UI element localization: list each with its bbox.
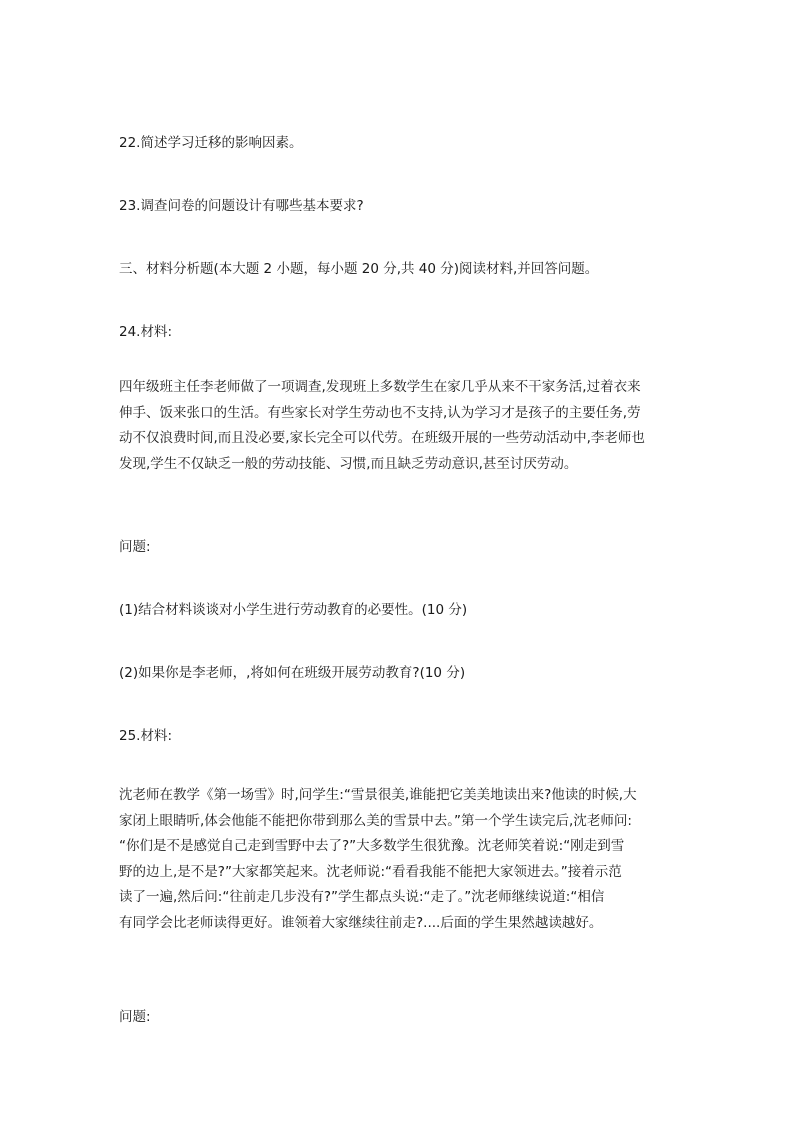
material-line: 读了一遍,然后问:“往前走几步没有?”学生都点头说:“走了。”沈老师继续说道:“相信	[119, 889, 605, 905]
question-22: 22.简述学习迁移的影响因素。	[119, 135, 303, 151]
question-23: 23.调查问卷的问题设计有哪些基本要求?	[119, 198, 364, 214]
material-line: 伸手、饭来张口的生活。有些家长对学生劳动也不支持,认为学习才是孩子的主要任务,劳	[119, 404, 641, 421]
question-25-label: 25.材料:	[119, 728, 173, 744]
material-line: 有同学会比老师读得更好。谁领着大家继续往前走?....后面的学生果然越读越好。	[119, 914, 603, 931]
material-line: 家闭上眼睛听,体会他能不能把你带到那么美的雪景中去。”第一个学生读完后,沈老师问:	[119, 812, 632, 829]
question-25-question-label: 问题:	[119, 1009, 151, 1025]
material-line: 四年级班主任李老师做了一项调查,发现班上多数学生在家几乎从来不干家务活,过着衣来	[119, 379, 641, 395]
question-24-sub-2: (2)如果你是李老师，,将如何在班级开展劳动教育?(10 分)	[119, 665, 466, 681]
material-line: 发现,学生不仅缺乏一般的劳动技能、习惯,而且缺乏劳动意识,甚至讨厌劳动。	[119, 455, 578, 472]
question-25-material	[119, 783, 675, 936]
question-24-label: 24.材料:	[119, 324, 173, 340]
material-line: 沈老师在教学《第一场雪》时,问学生:“雪景很美,谁能把它美美地读出来?他读的时候,大	[119, 787, 637, 803]
question-24-question-label: 问题:	[119, 539, 151, 555]
question-24-sub-1: (1)结合材料谈谈对小学生进行劳动教育的必要性。(10 分)	[119, 602, 468, 618]
question-24-material	[119, 375, 675, 477]
material-line: 野的边上,是不是?”大家都笑起来。沈老师说:“看看我能不能把大家领进去。”接着示范	[119, 863, 622, 880]
material-line: “你们是不是感觉自己走到雪野中去了?”大多数学生很犹豫。沈老师笑着说:“刚走到雪	[119, 838, 625, 854]
section-3-heading: 三、材料分析题(本大题 2 小题，每小题 20 分,共 40 分)阅读材料,并回答问题。	[119, 261, 599, 277]
material-line: 动不仅浪费时间,而且没必要,家长完全可以代劳。在班级开展的一些劳动活动中,李老师也	[119, 430, 645, 446]
